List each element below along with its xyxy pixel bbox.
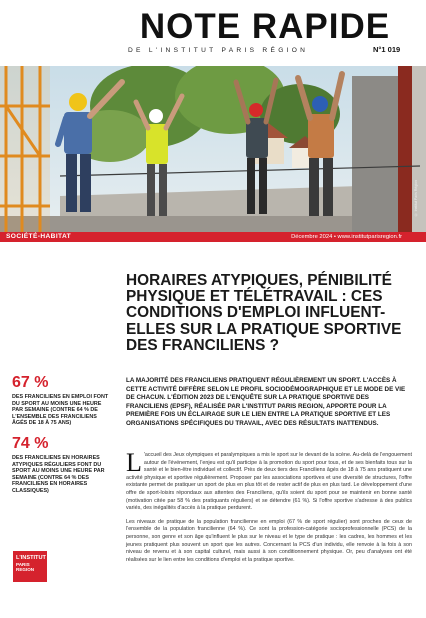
body-paragraph-text: 'accueil des Jeux olympiques et paralympiques a mis le sport sur le devant de la scène. Au-delà de l'engouement autour de l'événement, l'enjeu est qu'il participe à la promotion du sport pour tous, et de ses bienfaits tous sur la santé et le bien-être individuel et collectif. Près de deux tiers des Franciliens âgés de 18 à 75 ans pratiquent une activité physique et sportive régulièrement. Proposer par les associations sportives et une diversité de structures, l'offre existante permet de pratiquer un sport de plus en plus tôt et de rester actif de plus en plus tard. Le développement d'une offre de sport-loisirs répondaux aux attentes des Franciliens, qu'ils soient du sport pour se maintenir en bonne santé (motivation citée par 58 % des pratiquants réguliers) et se détendre (61 %). Si l'offre sportive s'adresse à des publics variés, des inégalités d'accès à la pratique perdurent. (126, 452, 412, 512)
construction-workers-illustration (0, 66, 426, 232)
cover-photo (0, 66, 426, 232)
key-figure-text: DES FRANCILIENS EN HORAIRES ATYPIQUES RÉGULIERS FONT DU SPORT AU MOINS UNE HEURE PAR SEMAINE (CONTRE 64 % DES FRANCILIENS EN HORAIRES CLASSIQUES) (12, 455, 105, 494)
institut-paris-region-logo (13, 551, 47, 582)
key-figure-value: 74 % (12, 435, 49, 452)
body-paragraph: Les niveaux de pratique de la population francilienne en emploi (67 % de sport régulier) sont proches de ceux de l'ensemble de la population francilienne (64 %). Ce sont la profession-catégorie socioprofessionnelle (PCS) de la personne, son genre et son âge qu'influent le plus sur le niveau et le type de pratique : les cadres, les hommes et les jeunes pratiquent plus souvent un sport que les autres. Concernant la PCS d'un individu, elle renvoie à la fois à son niveau de revenu et à son capital culturel, mais aussi à son conditionnement physique. Or, peu d'analyses ont été réalisées sur le lien entre les conditions d'emploi et la pratique sportive. (126, 518, 412, 563)
publication-subtitle: DE L'INSTITUT PARIS RÉGION (128, 47, 309, 54)
key-figure (12, 375, 110, 427)
key-figure-text: DES FRANCILIENS EN EMPLOI FONT DU SPORT AU MOINS UNE HEURE PAR SEMAINE (CONTRE 64 % DE L'ENSEMBLE DES FRANCILIENS ÂGÉS DE 18 À 75 ANS) (12, 394, 109, 427)
masthead (0, 0, 426, 66)
logo-line: REGION (16, 567, 35, 572)
date-and-website: Décembre 2024 • www.institutparisregion.fr (291, 233, 402, 240)
article-headline: HORAIRES ATYPIQUES, PÉNIBILITÉ PHYSIQUE ET TÉLÉTRAVAIL : CES CONDITIONS D'EMPLOI INFLUENT-ELLES SUR LA PRATIQUE SPORTIVE DES FRANCILIENS ? (126, 272, 402, 354)
logo-line: PARIS (16, 561, 30, 567)
issue-number: N°1 019 (373, 45, 401, 54)
key-figure (12, 436, 110, 495)
section-label: SOCIÉTÉ-HABITAT (6, 233, 72, 240)
body-paragraph (126, 448, 412, 513)
photo-credit: © Institut Paris Région (414, 180, 418, 217)
drop-cap: L (126, 448, 142, 477)
logo-line: L'INSTITUT (16, 555, 46, 561)
article-body (126, 448, 412, 570)
section-band (0, 232, 426, 242)
key-figure-value: 67 % (12, 374, 49, 391)
article-lead: LA MAJORITÉ DES FRANCILIENS PRATIQUENT RÉGULIÈREMENT UN SPORT. L'ACCÈS À CETTE ACTIVITÉ DIFFÈRE SELON LE PROFIL SOCIODÉMOGRAPHIQUE ET LE MODE DE VIE DE CHACUN. L'ÉDITION 2023 DE L'ENQUÊTE SUR LA PRATIQUE SPORTIVE DES FRANCILIENS (EPSF), RÉALISÉE PAR L'INSTITUT PARIS REGION, APPORTE POUR LA PREMIÈRE FOIS UN ÉCLAIRAGE SUR LE LIEN ENTRE LA PRATIQUE SPORTIVE ET LES ORGANISATIONS SPÉCIFIQUES DU TRAVAIL, AVEC DES RÉSULTATS INATTENDUS. (126, 377, 406, 427)
publication-title: NOTE RAPIDE (139, 7, 391, 46)
